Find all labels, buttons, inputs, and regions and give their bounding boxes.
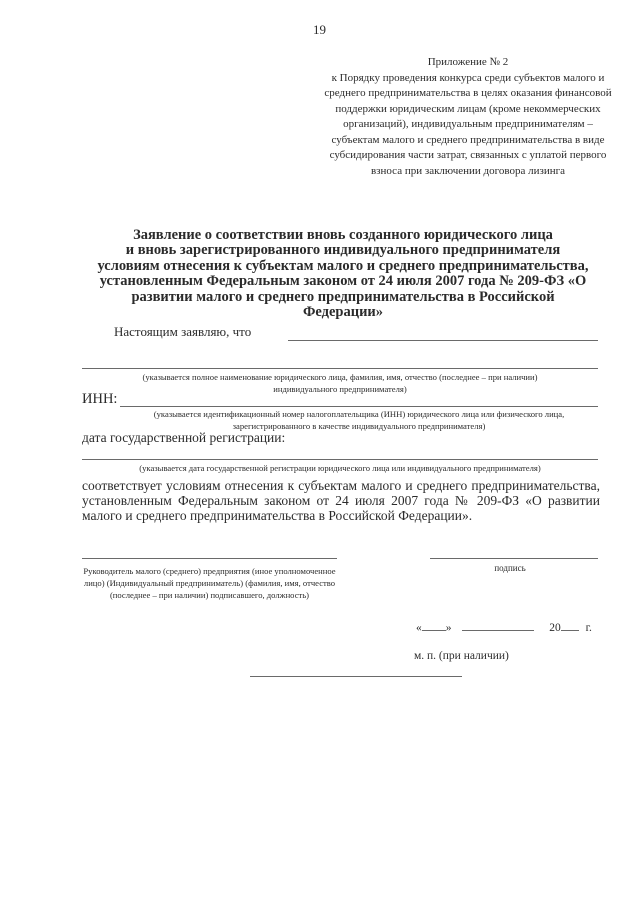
- stamp-label: м. п. (при наличии): [414, 650, 509, 662]
- hint-inn-line-1: (указывается идентификационный номер налогоплательщика (ИНН) юридического лица или физического лица,: [153, 409, 565, 419]
- hint-name-line-2: индивидуального предпринимателя): [273, 384, 407, 394]
- century-label: 20: [549, 622, 561, 634]
- signer-caption: Руководитель малого (среднего) предприятия (иное уполномоченное лицо) (Индивидуальный предприниматель) (фамилия, имя, отчество (последнее – при наличии) подписавшего, должность): [83, 566, 336, 600]
- title-line: Федерации»: [302, 304, 384, 321]
- inn-label: ИНН:: [82, 391, 118, 407]
- annex-block: [318, 55, 618, 179]
- annex-heading: Приложение № 2: [427, 56, 509, 68]
- close-quote: »: [445, 622, 452, 634]
- document-title: [78, 228, 608, 320]
- title-line: развитии малого и среднего предпринимательства в Российской: [131, 288, 555, 305]
- signature-fill-line[interactable]: [430, 558, 598, 559]
- title-line: установленным Федеральным законом от 24 июля 2007 года № 209-ФЗ «О: [99, 273, 587, 290]
- hint-inn-line-2: зарегистрированного в качестве индивидуального предпринимателя): [232, 421, 486, 431]
- open-quote: «: [416, 622, 422, 634]
- hint-date: (указывается дата государственной регистрации юридического лица или индивидуального предпринимателя): [139, 463, 541, 473]
- day-fill-line[interactable]: [422, 620, 446, 631]
- annex-text: к Порядку проведения конкурса среди субъектов малого и среднего предпринимательства в целях оказания финансовой поддержки юридическим лицам (кроме некоммерческих организаций), индивидуальным предпринимателям – субъектам малого и среднего предпринимательства в виде субсидирования части затрат, связанных с уплатой первого взноса при заключении договора лизинга: [324, 71, 612, 177]
- date-row: [416, 620, 592, 634]
- year-fill-line[interactable]: [561, 620, 579, 631]
- hint-name: [82, 371, 598, 395]
- signer-fill-line[interactable]: [82, 558, 337, 559]
- month-fill-line[interactable]: [462, 620, 534, 631]
- title-line: Заявление о соответствии вновь созданного юридического лица: [133, 227, 553, 243]
- statement-paragraph: соответствует условиям отнесения к субъектам малого и среднего предпринимательства, установленным Федеральным законом от 24 июля 2007 года № 209-ФЗ «О развитии малого и среднего предпринимательства в Российской Федерации».: [82, 478, 600, 524]
- year-suffix: г.: [585, 622, 592, 634]
- declaration-fill-line[interactable]: [288, 340, 598, 341]
- signature-caption: подпись: [494, 563, 526, 573]
- stamp-fill-line[interactable]: [250, 676, 462, 677]
- registration-date-fill-line[interactable]: [82, 459, 598, 460]
- title-line: условиям отнесения к субъектам малого и среднего предпринимательства,: [97, 257, 589, 274]
- hint-name-line-1: (указывается полное наименование юридического лица, фамилия, имя, отчество (последнее – при наличии): [142, 372, 538, 382]
- registration-date-label: дата государственной регистрации:: [82, 430, 286, 445]
- hint-inn: [120, 408, 598, 432]
- title-line: и вновь зарегистрированного индивидуального предпринимателя: [125, 242, 561, 259]
- inn-fill-line[interactable]: [120, 406, 598, 407]
- page-number: 19: [313, 22, 326, 37]
- name-fill-line[interactable]: [82, 368, 598, 369]
- declaration-label: Настоящим заявляю, что: [114, 324, 252, 339]
